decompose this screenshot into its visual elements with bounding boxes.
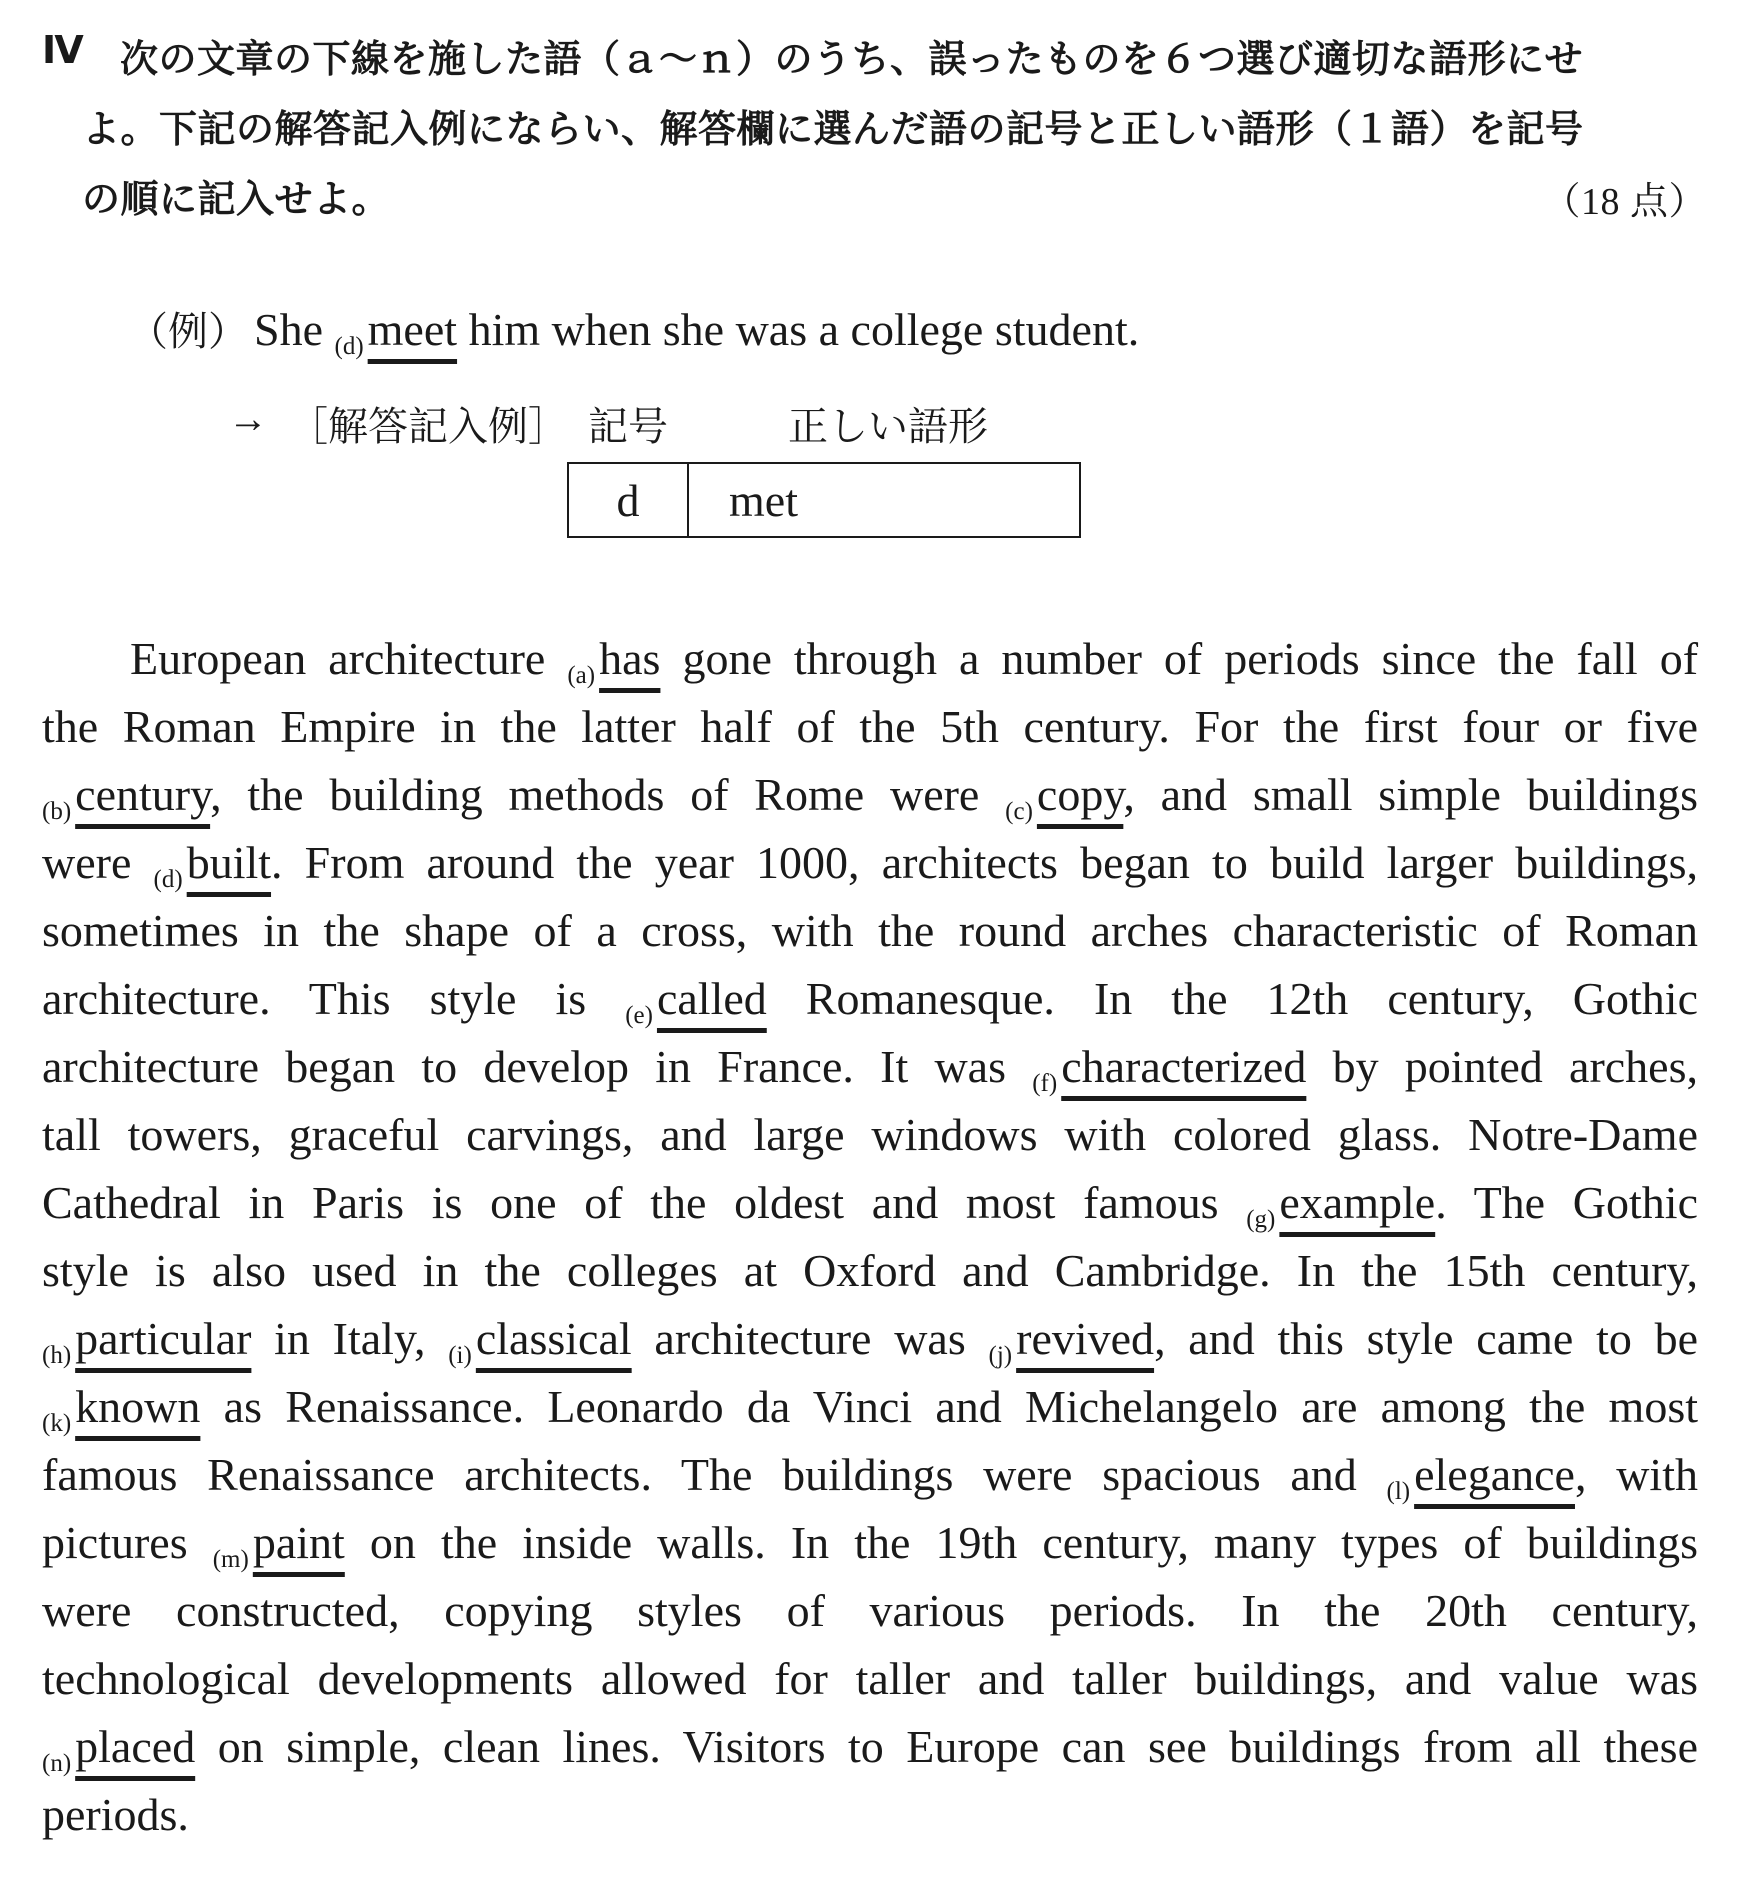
passage-text: . From around the year 1000, architects began to build larger buildings, xyxy=(271,837,1698,888)
passage-text: on the inside walls. In the 19th century, many types of buildings xyxy=(369,1517,1698,1568)
underlined-word-h: particular xyxy=(75,1313,252,1364)
passage-text: . The Gothic xyxy=(1435,1177,1698,1228)
underlined-word-m: paint xyxy=(252,1517,345,1568)
example-label: （例） xyxy=(128,309,248,354)
passage-text: , the building methods of Rome were xyxy=(210,769,980,820)
underlined-word-i: classical xyxy=(475,1313,632,1364)
passage-line xyxy=(42,1713,1698,1781)
underlined-word-c: copy xyxy=(1036,769,1124,820)
passage-text: Cathedral in Paris is one of the oldest and most famous xyxy=(42,1177,1219,1228)
example-sentence xyxy=(128,300,1139,361)
example-marker: (d) xyxy=(334,333,364,360)
underlined-word-e: called xyxy=(656,973,767,1024)
passage-line xyxy=(42,1441,1698,1509)
underlined-word-b: century xyxy=(75,769,211,820)
passage-text: by pointed arches, xyxy=(1332,1041,1698,1092)
passage-line xyxy=(42,693,1698,761)
marker-n: (n) xyxy=(42,1750,72,1777)
marker-m: (m) xyxy=(212,1546,249,1573)
passage-text: architecture was xyxy=(654,1313,966,1364)
passage-line xyxy=(42,625,1698,693)
passage-text: gone through a number of periods since the fall of xyxy=(682,633,1699,684)
passage-text: the Roman Empire in the latter half of the 5th century. For the first four or five xyxy=(42,701,1698,752)
passage-text: , and this style came to be xyxy=(1154,1313,1699,1364)
passage-line xyxy=(42,1305,1698,1373)
underlined-word-a: has xyxy=(599,633,661,684)
example-answer-box xyxy=(567,462,1081,538)
instruction-line-2: よ。下記の解答記入例にならい、解答欄に選んだ語の記号と正しい語形（１語）を記号 xyxy=(82,107,1584,151)
passage-line xyxy=(42,1169,1698,1237)
example-text-after: him when she was a college student. xyxy=(468,304,1140,355)
passage-text: were xyxy=(42,837,132,888)
answer-guide-label: ［解答記入例］ xyxy=(288,404,568,449)
passage-line xyxy=(42,1033,1698,1101)
passage-line xyxy=(42,1509,1698,1577)
question-number: Ⅳ xyxy=(42,28,85,72)
passage-text: technological developments allowed for taller and taller buildings, and value was xyxy=(42,1653,1698,1704)
marker-b: (b) xyxy=(42,798,72,825)
passage-text: periods. xyxy=(42,1789,189,1840)
passage-text: , with xyxy=(1574,1449,1698,1500)
underlined-word-n: placed xyxy=(75,1721,196,1772)
arrow-icon: → xyxy=(228,396,268,441)
marker-j: (j) xyxy=(988,1342,1013,1369)
passage-text: architecture began to develop in France. It was xyxy=(42,1041,1006,1092)
passage-text: tall towers, graceful carvings, and large windows with colored glass. Notre-Dame xyxy=(42,1109,1698,1160)
passage-text: style is also used in the colleges at Oxford and Cambridge. In the 15th century, xyxy=(42,1245,1698,1296)
passage-line xyxy=(42,829,1698,897)
underlined-word-j: revived xyxy=(1016,1313,1155,1364)
example-text-before: She xyxy=(254,304,323,355)
correct-form-column-label: 正しい語形 xyxy=(788,404,988,449)
marker-a: (a) xyxy=(567,662,596,689)
marker-i: (i) xyxy=(448,1342,472,1369)
underlined-word-d: built xyxy=(186,837,272,888)
passage-text: famous Renaissance architects. The buildings were spacious and xyxy=(42,1449,1357,1500)
instruction-line-1: 次の文章の下線を施した語（ａ～ｎ）のうち、誤ったものを６つ選び適切な語形にせ xyxy=(120,37,1584,81)
passage-text: in Italy, xyxy=(274,1313,426,1364)
passage-text: were constructed, copying styles of various periods. In the 20th century, xyxy=(42,1585,1698,1636)
symbol-column-label: 記号 xyxy=(588,404,668,449)
passage-line xyxy=(42,1781,1698,1849)
underlined-word-l: elegance xyxy=(1414,1449,1575,1500)
marker-l: (l) xyxy=(1386,1478,1411,1505)
marker-d: (d) xyxy=(153,866,183,893)
passage-line xyxy=(42,1577,1698,1645)
underlined-word-f: characterized xyxy=(1061,1041,1307,1092)
passage-text: as Renaissance. Leonardo da Vinci and Michelangelo are among the most xyxy=(223,1381,1699,1432)
passage-text: pictures xyxy=(42,1517,188,1568)
answer-symbol-cell: d xyxy=(569,464,689,536)
marker-c: (c) xyxy=(1005,798,1033,825)
underlined-word-g: example xyxy=(1279,1177,1436,1228)
passage-text: architecture. This style is xyxy=(42,973,587,1024)
passage-line xyxy=(42,1645,1698,1713)
marker-k: (k) xyxy=(42,1410,72,1437)
passage-line xyxy=(42,761,1698,829)
marker-f: (f) xyxy=(1032,1070,1058,1097)
marker-g: (g) xyxy=(1246,1206,1276,1233)
passage-line xyxy=(42,1373,1698,1441)
passage-text: European architecture xyxy=(130,633,546,684)
passage-line xyxy=(42,1101,1698,1169)
example-underlined-word: meet xyxy=(367,304,458,355)
passage-text: on simple, clean lines. Visitors to Europe can see buildings from all these xyxy=(217,1721,1699,1772)
passage-text: sometimes in the shape of a cross, with the round arches characteristic of Roman xyxy=(42,905,1698,956)
answer-word-cell: met xyxy=(729,474,798,526)
passage-line xyxy=(42,897,1698,965)
passage-line xyxy=(42,1237,1698,1305)
passage-line xyxy=(42,965,1698,1033)
marker-h: (h) xyxy=(42,1342,72,1369)
points-label: （18 点） xyxy=(1542,181,1707,223)
marker-e: (e) xyxy=(625,1002,653,1029)
passage-text: Romanesque. In the 12th century, Gothic xyxy=(805,973,1698,1024)
underlined-word-k: known xyxy=(75,1381,201,1432)
instruction-line-3: の順に記入せよ。 xyxy=(82,177,391,221)
passage-text: , and small simple buildings xyxy=(1123,769,1698,820)
